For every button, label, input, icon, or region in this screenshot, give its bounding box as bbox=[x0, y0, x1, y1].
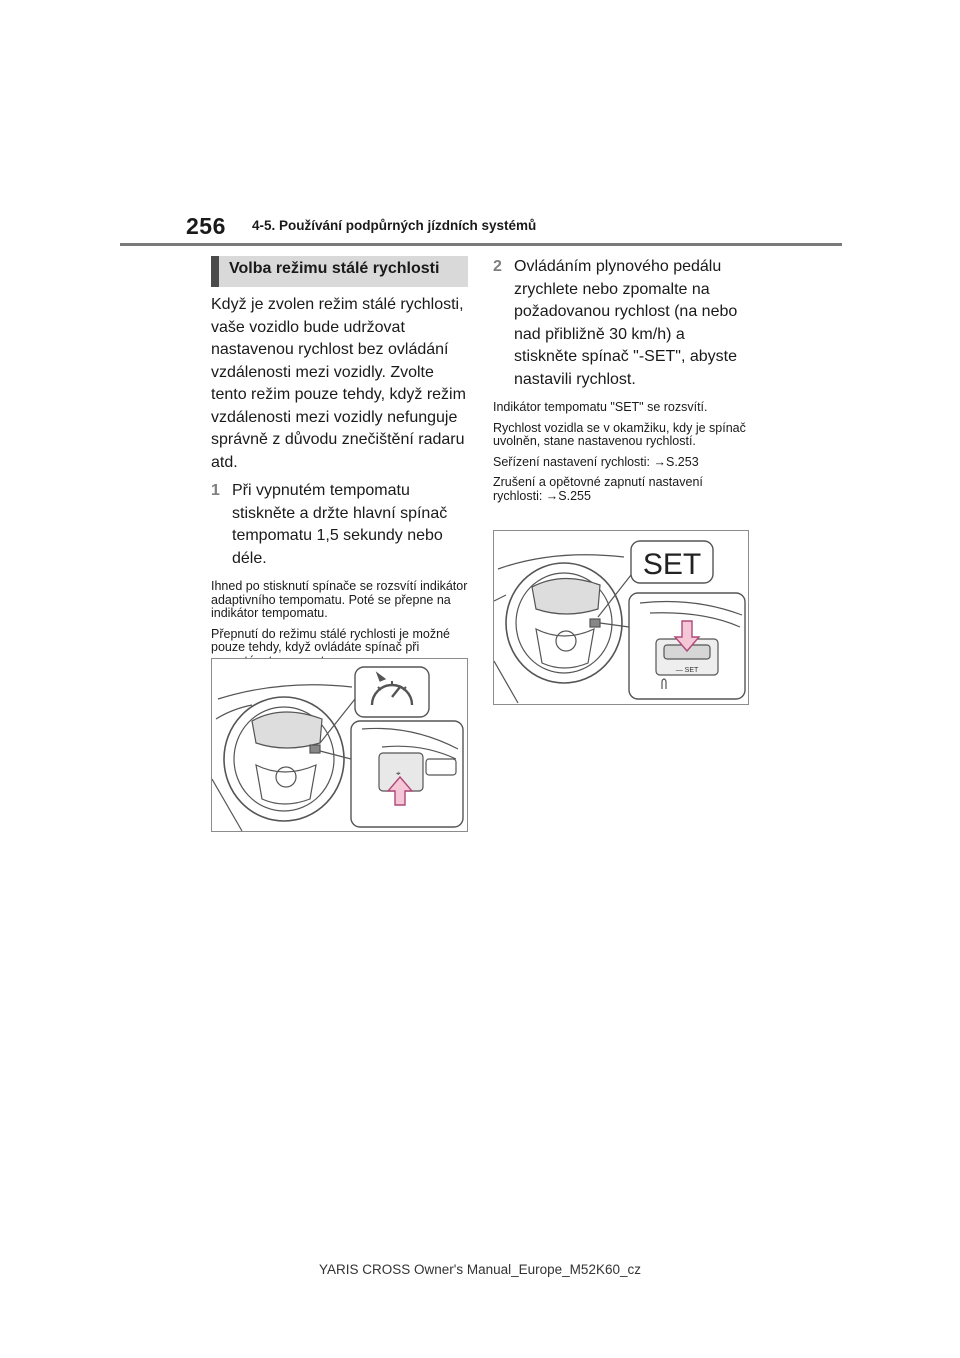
step-number: 2 bbox=[493, 258, 502, 275]
switch-detail-callout bbox=[320, 721, 463, 827]
set-label-text: SET bbox=[642, 548, 702, 581]
note: Rychlost vozidla se v okamžiku, kdy je spínač uvolněn, stane nastavenou rychlostí. bbox=[493, 420, 746, 448]
section-title: 4-5. Používání podpůrných jízdních systémů bbox=[252, 218, 537, 233]
footer-text: YARIS CROSS Owner's Manual_Europe_M52K60_cz bbox=[319, 1262, 641, 1277]
dashboard-lines bbox=[494, 555, 624, 703]
step-2 bbox=[493, 256, 751, 391]
note: Přepnutí do režimu stálé rychlosti je možné pouze tehdy, když ovládáte spínač při bbox=[211, 626, 450, 654]
header-divider bbox=[120, 243, 842, 246]
intro-paragraph: Když je zvolen režim stálé rychlosti, vaše vozidlo bude udržovat nastavenou rychlost bez ovládání vzdálenosti mezi vozidly. Zvolte tento režim pouze tehdy, když režim vzdálenosti mezi vozidly nefunguje správně z důvodu znečištění radaru atd. bbox=[211, 296, 466, 471]
section-heading: Volba režimu stálé rychlosti bbox=[211, 256, 468, 287]
switch-label-text: — SET bbox=[675, 667, 699, 674]
svg-text:⌖: ⌖ bbox=[396, 769, 401, 778]
step-text: Ovládáním plynového pedálu zrychlete nebo zpomalte na požadovanou rychlost (na nebo nad přibližně 30 km/h) a stiskněte spínač "-SET", abyste nastavili rychlost. bbox=[514, 258, 738, 388]
right-column bbox=[493, 256, 751, 503]
note: Zrušení a opětovné zapnutí nastavení rychlosti: →S.255 bbox=[493, 475, 703, 503]
page-number: 256 bbox=[186, 213, 226, 239]
step-text: Při vypnutém tempomatu stiskněte a držte hlavní spínač tempomatu 1,5 sekundy nebo déle. bbox=[232, 482, 448, 567]
note: Indikátor tempomatu "SET" se rozsvítí. bbox=[493, 400, 708, 414]
steering-wheel-icon bbox=[506, 563, 622, 683]
step-number: 1 bbox=[211, 482, 220, 499]
note: Seřízení nastavení rychlosti: →S.253 bbox=[493, 454, 699, 469]
note: Ihned po stisknutí spínače se rozsvítí indikátor adaptivního tempomatu. Poté se přepne na indikátor tempomatu. bbox=[211, 579, 468, 620]
illustration-main-switch bbox=[211, 658, 468, 832]
illustration-set-switch bbox=[493, 530, 749, 705]
steering-wheel-icon bbox=[224, 697, 344, 821]
step-1 bbox=[211, 480, 469, 570]
switch-detail-callout bbox=[600, 593, 745, 699]
left-column bbox=[211, 294, 469, 668]
